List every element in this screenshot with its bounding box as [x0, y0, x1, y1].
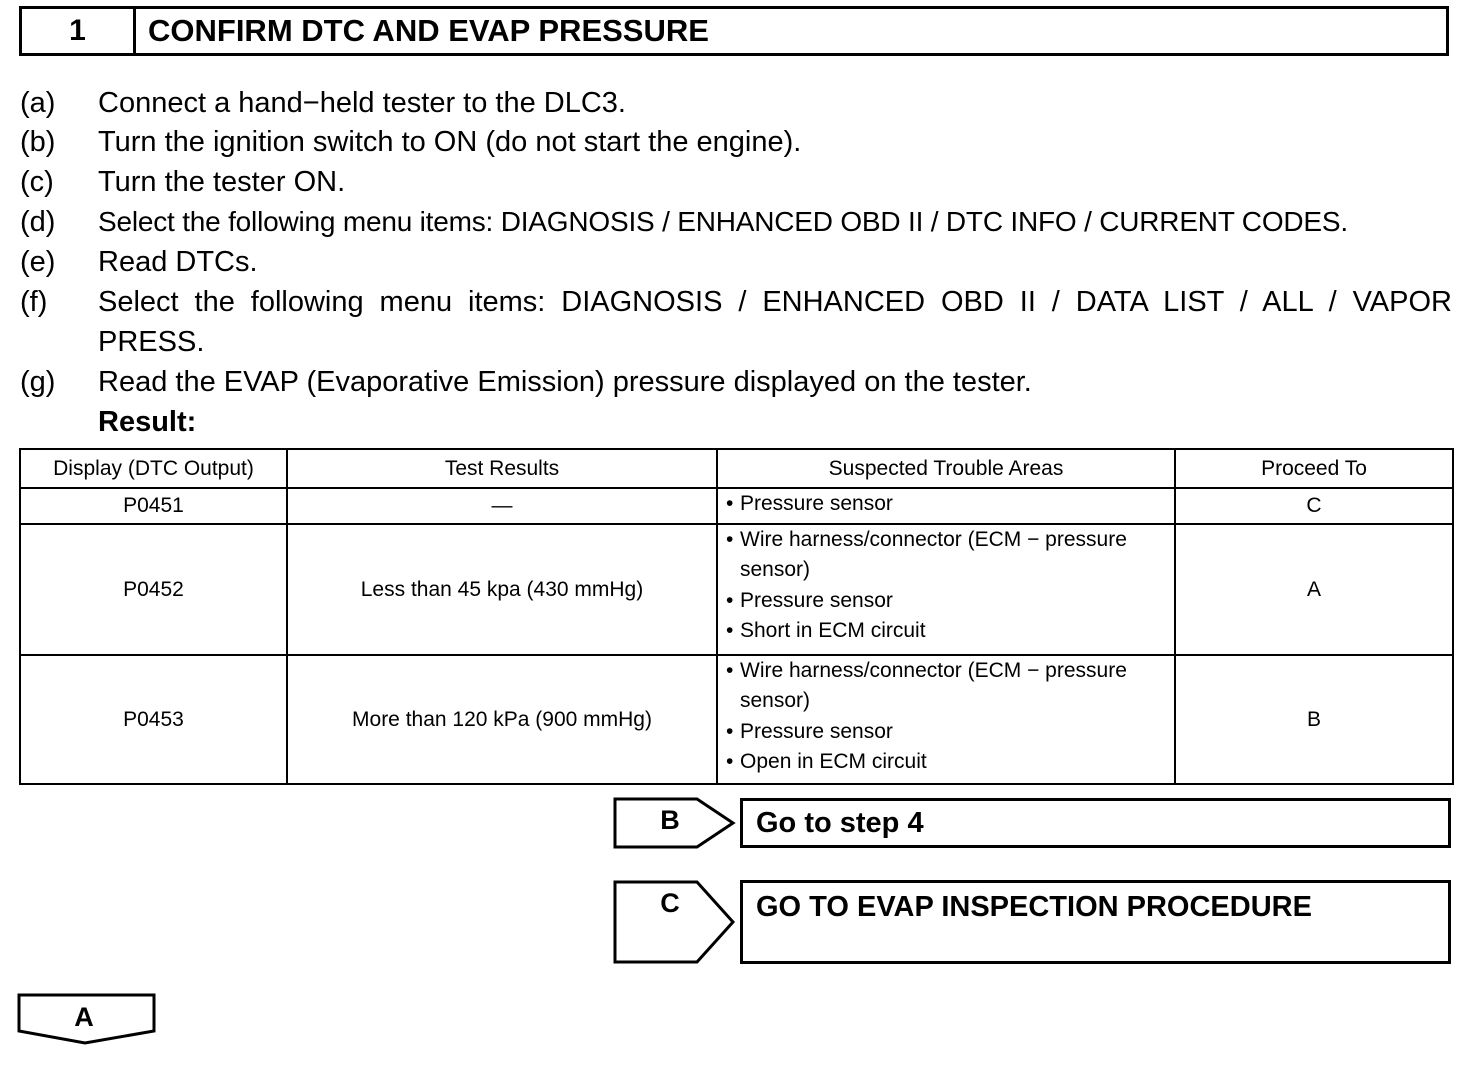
proceed-cell: C	[1175, 488, 1453, 524]
trouble-area-item: • Open in ECM circuit	[726, 747, 1168, 777]
instruction-text: Read the EVAP (Evaporative Emission) pressure displayed on the tester.	[98, 366, 1032, 398]
column-header: Suspected Trouble Areas	[717, 449, 1175, 488]
goto-evap-procedure-box[interactable]	[740, 880, 1451, 964]
branch-b-letter: B	[660, 805, 680, 835]
trouble-area-item: • Wire harness/connector (ECM − pressure sensor)	[726, 656, 1150, 717]
trouble-areas-cell	[717, 488, 1175, 524]
trouble-area-item: • Pressure sensor	[726, 717, 1168, 747]
goto-step-4-box[interactable]	[740, 798, 1451, 848]
dtc-cell: P0453	[20, 655, 287, 784]
instruction-label: (e)	[20, 246, 56, 278]
instruction-text: Connect a hand−held tester to the DLC3.	[98, 87, 626, 119]
instruction-label: (g)	[20, 366, 56, 398]
trouble-areas-cell	[717, 524, 1175, 655]
instruction-text: Read DTCs.	[98, 246, 258, 278]
instruction-label: (a)	[20, 87, 56, 119]
goto-evap-procedure-text: GO TO EVAP INSPECTION PROCEDURE	[756, 891, 1312, 923]
test-result-cell: —	[287, 488, 717, 524]
goto-step-4-text: Go to step 4	[756, 807, 924, 839]
instruction-label: (c)	[20, 166, 54, 198]
instruction-label: (d)	[20, 206, 56, 238]
trouble-areas-cell	[717, 655, 1175, 784]
dtc-cell: P0451	[20, 488, 287, 524]
trouble-area-item: • Pressure sensor	[726, 586, 1168, 616]
proceed-cell: A	[1175, 524, 1453, 655]
instruction-text: Select the following menu items: DIAGNOSIS / ENHANCED OBD II / DTC INFO / CURRENT CODES.	[98, 206, 1348, 237]
trouble-area-item: • Pressure sensor	[726, 489, 1168, 519]
step-header	[19, 6, 1449, 56]
instruction-label: (b)	[20, 126, 56, 158]
dtc-cell: P0452	[20, 524, 287, 655]
column-header: Display (DTC Output)	[20, 449, 287, 488]
continue-a-letter: A	[74, 1002, 94, 1032]
instruction-label: (f)	[20, 286, 48, 318]
instruction-text-continued: PRESS.	[98, 326, 205, 358]
trouble-area-item: • Wire harness/connector (ECM − pressure sensor)	[726, 525, 1150, 586]
trouble-area-item: • Short in ECM circuit	[726, 616, 1168, 646]
instruction-text: Select the following menu items: DIAGNOSIS / ENHANCED OBD II / DATA LIST / ALL / VAPOR	[98, 286, 1452, 318]
result-table	[19, 448, 1454, 785]
step-title: CONFIRM DTC AND EVAP PRESSURE	[148, 13, 709, 48]
branch-c-letter: C	[660, 888, 680, 918]
test-result-cell: Less than 45 kpa (430 mmHg)	[287, 524, 717, 655]
instruction-text: Turn the ignition switch to ON (do not start the engine).	[98, 126, 802, 158]
result-label: Result:	[98, 406, 197, 438]
table-row	[20, 655, 1453, 784]
column-header: Proceed To	[1175, 449, 1453, 488]
test-result-cell: More than 120 kPa (900 mmHg)	[287, 655, 717, 784]
instruction-text: Turn the tester ON.	[98, 166, 346, 198]
proceed-cell: B	[1175, 655, 1453, 784]
step-number: 1	[22, 9, 136, 53]
table-header-row	[20, 449, 1453, 488]
table-row	[20, 488, 1453, 524]
column-header: Test Results	[287, 449, 717, 488]
table-row	[20, 524, 1453, 655]
